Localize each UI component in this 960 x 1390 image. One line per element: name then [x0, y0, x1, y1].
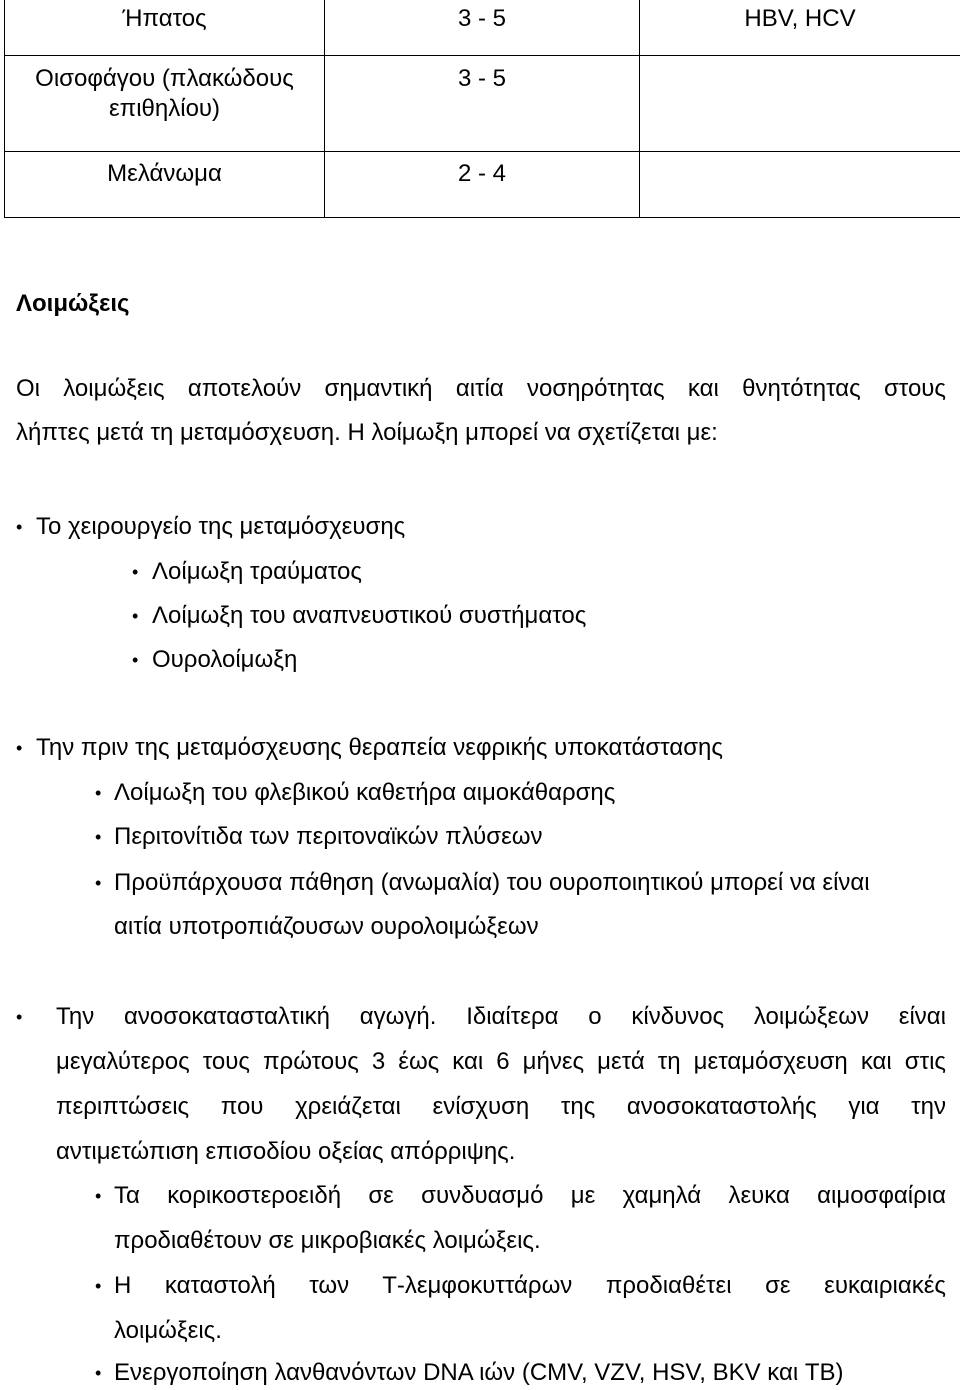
bullet-icon: • [95, 1276, 102, 1296]
table-cell: 2 - 4 [325, 152, 640, 218]
list-item-continuation: αντιμετώπιση επισοδίου οξείας απόρριψης. [56, 1138, 516, 1165]
table-cell: Ήπατος [5, 0, 325, 56]
list-item: Λοίμωξη του φλεβικού καθετήρα αιμοκάθαρσης [114, 779, 616, 806]
list-item: Το χειρουργείο της μεταμόσχευσης [36, 513, 406, 540]
list-item-continuation: περιπτώσεις που χρειάζεται ενίσχυση της ανοσοκαταστολής για την [56, 1093, 946, 1120]
list-item: Η καταστολή των Τ-λεμφοκυττάρων προδιαθέτει σε ευκαιριακές [114, 1272, 946, 1299]
list-item: Ενεργοποίηση λανθανόντων DNA ιών (CMV, VZV, HSV, BKV και TB) [114, 1359, 844, 1386]
table-cell: Οισοφάγου (πλακώδους επιθηλίου) [5, 56, 325, 152]
bullet-icon: • [95, 1186, 102, 1206]
bullet-icon: • [132, 650, 139, 670]
list-item: Την πριν της μεταμόσχευσης θεραπεία νεφρικής υποκατάστασης [36, 734, 723, 761]
list-item-continuation: μεγαλύτερος τους πρώτους 3 έως και 6 μήνες μετά τη μεταμόσχευση και στις [56, 1048, 946, 1075]
list-item-continuation: προδιαθέτουν σε μικροβιακές λοιμώξεις. [114, 1227, 541, 1254]
list-item: Περιτονίτιδα των περιτοναϊκών πλύσεων [114, 823, 543, 850]
table-row [5, 56, 960, 152]
table-row [5, 152, 960, 218]
table-cell: 3 - 5 [325, 0, 640, 56]
list-item: Λοίμωξη τραύματος [152, 558, 362, 585]
bullet-icon: • [95, 827, 102, 847]
list-item: Προϋπάρχουσα πάθηση (ανωμαλία) του ουροποιητικού μπορεί να είναι [114, 869, 870, 896]
bullet-icon: • [132, 606, 139, 626]
list-item-continuation: αιτία υποτροπιάζουσων ουρολοιμώξεων [114, 913, 539, 940]
cancer-risk-table [4, 0, 960, 218]
list-item: Την ανοσοκατασταλτική αγωγή. Ιδιαίτερα ο κίνδυνος λοιμώξεων είναι [56, 1003, 946, 1030]
section-heading: Λοιμώξεις [16, 290, 130, 317]
intro-paragraph-line: λήπτες μετά τη μεταμόσχευση. Η λοίμωξη μπορεί να σχετίζεται με: [16, 419, 718, 446]
table-cell [640, 152, 960, 218]
bullet-icon: • [95, 783, 102, 803]
table-cell: HBV, HCV [640, 0, 960, 56]
list-item: Τα κορικοστεροειδή σε συνδυασμό με χαμηλά λευκα αιμοσφαίρια [114, 1182, 946, 1209]
list-item: Ουρολοίμωξη [152, 646, 298, 673]
bullet-icon: • [132, 562, 139, 582]
table-cell: 3 - 5 [325, 56, 640, 152]
list-item-continuation: λοιμώξεις. [114, 1317, 222, 1344]
list-item: Λοίμωξη του αναπνευστικού συστήματος [152, 602, 587, 629]
bullet-icon: • [95, 873, 102, 893]
table-row [5, 0, 960, 56]
bullet-icon: • [95, 1363, 102, 1383]
table-cell: Μελάνωμα [5, 152, 325, 218]
intro-paragraph-line: Οι λοιμώξεις αποτελούν σημαντική αιτία νοσηρότητας και θνητότητας στους [16, 375, 946, 402]
table-cell [640, 56, 960, 152]
bullet-icon: • [16, 1007, 23, 1027]
bullet-icon: • [16, 517, 23, 537]
bullet-icon: • [16, 738, 23, 758]
